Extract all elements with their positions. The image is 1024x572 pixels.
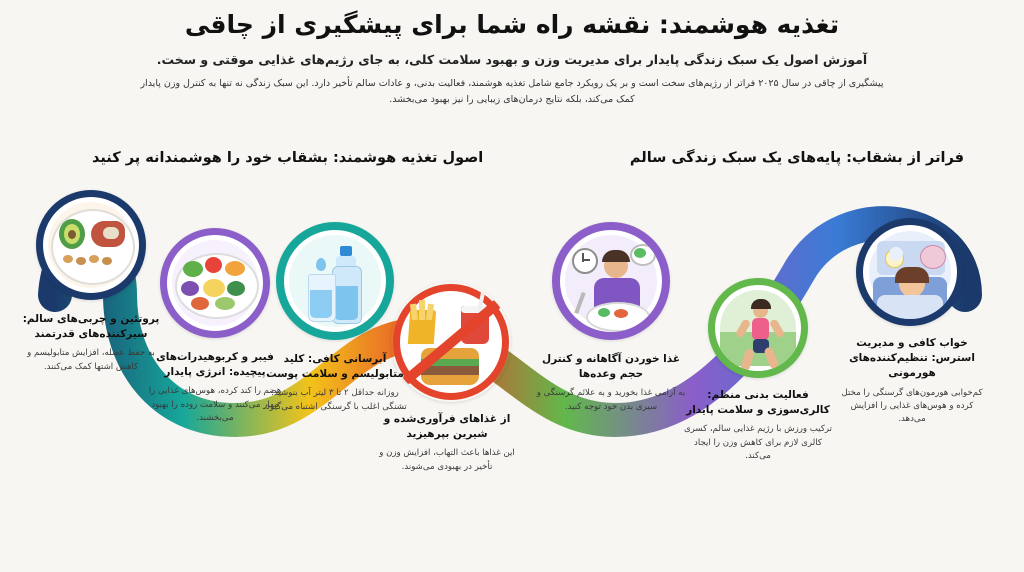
vegetable-bowl-icon [167, 235, 263, 331]
physical-activity-title: فعالیت بدنی منظم: کالری‌سوزی و سلامت پایدار [686, 389, 830, 417]
sleep-moon-brain-icon [863, 225, 957, 319]
avoid-processed-caption [372, 412, 522, 474]
mindful-eating-icon [560, 230, 662, 332]
avoid-processed-desc: این غذاها باعث التهاب، افزایش وزن و تأخیر در بهبودی می‌شوند. [379, 448, 515, 472]
protein-fats-icon-circle [36, 190, 146, 300]
protein-fats-title: پروتئین و چربی‌های سالم: سیرکننده‌های قدرتمند [22, 313, 160, 341]
steak-avocado-plate-icon [43, 197, 139, 293]
node-physical-activity[interactable] [683, 278, 833, 462]
water-bottle-glass-icon [284, 230, 386, 332]
physical-activity-caption [683, 388, 833, 463]
page-subtitle: آموزش اصول یک سبک زندگی پایدار برای مدیریت وزن و بهبود سلامت کلی، به جای رژیم‌های غذایی موقتی و سخت. [156, 51, 868, 67]
mindful-eating-caption [536, 352, 686, 414]
page-lead-paragraph: پیشگیری از چاقی در سال ۲۰۲۵ فراتر از رژیم‌های سخت است و بر یک رویکرد جامع شامل تغذیه هوشمند، فعالیت بدنی، و عادات سالم تأخیر دارد. این سبک زندگی نه تنها به کنترل وزن پایدار کمک می‌کند، بلکه نتایج درمان‌های زیبایی را نیز بهبود می‌بخشد. [140, 77, 884, 105]
mindful-eating-icon-circle [552, 222, 670, 340]
physical-activity-icon-circle [708, 278, 808, 378]
hydration-desc: روزانه حداقل ۲ تا ۳ لیتر آب بنوشید؛ تشنگی اغلب با گرسنگی اشتباه می‌گیرد. [263, 388, 407, 412]
sleep-stress-title: خواب کافی و مدیریت استرس: تنظیم‌کننده‌های هورمونی [849, 337, 975, 380]
fiber-carbs-desc: هضم را کند کرده، هوس‌های غذایی را مهار می‌کنند و سلامت روده را بهبود می‌بخشند. [148, 386, 282, 424]
fiber-carbs-icon-circle [160, 228, 270, 338]
node-mindful-eating[interactable] [536, 222, 686, 412]
running-person-icon [715, 285, 801, 371]
node-protein-fats[interactable] [22, 190, 160, 372]
node-sleep-stress[interactable] [841, 218, 983, 425]
protein-fats-caption [16, 312, 166, 374]
avoid-processed-title: از غذاهای فرآوری‌شده و شیرین بپرهیزید [383, 413, 511, 441]
node-hydration[interactable] [263, 222, 407, 412]
protein-fats-desc: به حفظ عضله، افزایش متابولیسم و کاهش اشتها کمک می‌کنند. [27, 348, 155, 372]
node-fiber-carbs[interactable] [148, 228, 282, 424]
sleep-stress-caption [837, 336, 987, 427]
page-title: تغذیه هوشمند: نقشه راه شما برای پیشگیری از چاقی [184, 10, 840, 39]
hydration-icon-circle [276, 222, 394, 340]
mindful-eating-title: غذا خوردن آگاهانه و کنترل حجم وعده‌ها [541, 353, 681, 381]
header [0, 8, 1024, 108]
sleep-stress-icon-circle [856, 218, 964, 326]
mindful-eating-desc: به آرامی غذا بخورید و به علائم گرسنگی و سیری بدن خود توجه کنید. [536, 388, 686, 412]
section-title-lifestyle: فراتر از بشقاب: پایه‌های یک سبک زندگی سالم [629, 150, 964, 166]
fiber-carbs-title: فیبر و کربوهیدرات‌های پیچیده: انرژی پایدار [156, 351, 274, 379]
physical-activity-desc: ترکیب ورزش با رژیم غذایی سالم، کسری کالری لازم برای کاهش وزن را ایجاد می‌کند. [683, 424, 833, 462]
hydration-title: آبرسانی کافی: کلید متابولیسم و سلامت پوست [266, 353, 404, 381]
sleep-stress-desc: کم‌خوابی هورمون‌های گرسنگی را مختل کرده و هوس‌های غذایی را افزایش می‌دهد. [841, 387, 983, 425]
section-title-nutrition: اصول تغذیه هوشمند: بشقاب خود را هوشمندانه پر کنید [92, 150, 484, 166]
